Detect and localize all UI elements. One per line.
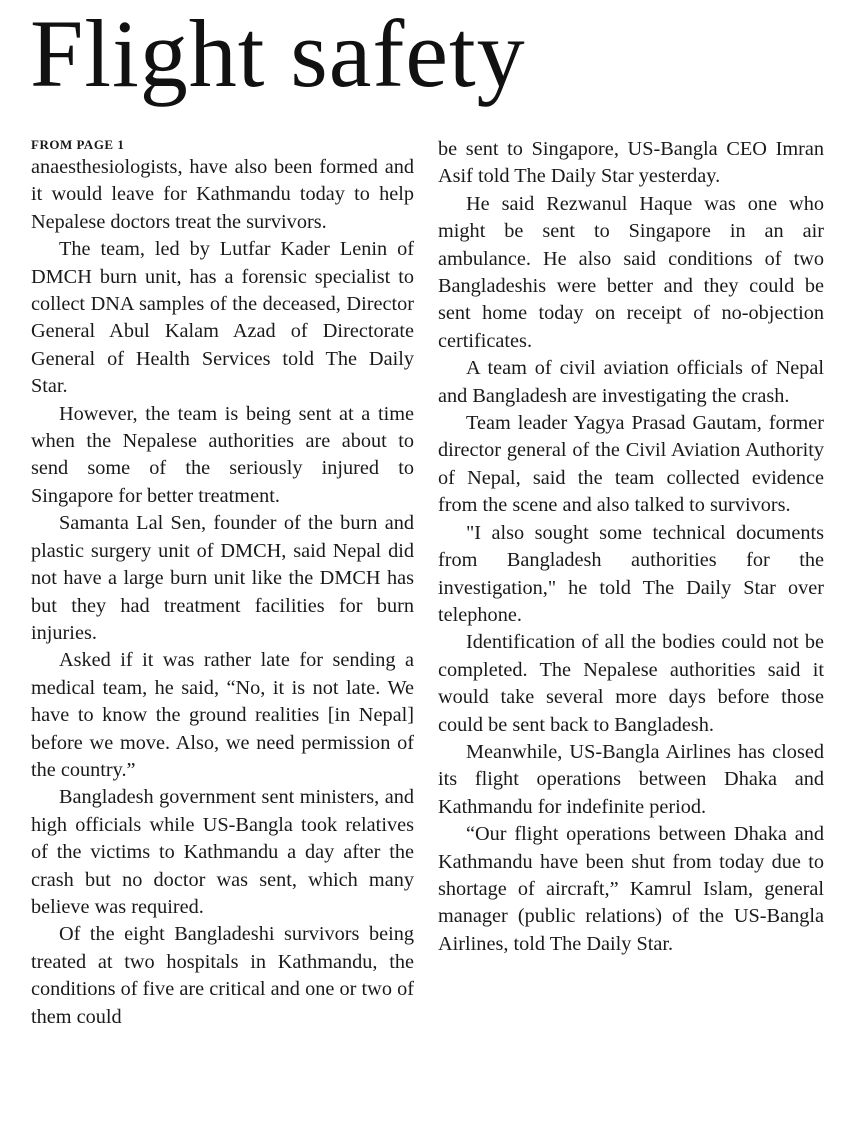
paragraph: Asked if it was rather late for sending a medical team, he said, “No, it is not late. We have to know the ground realities [in Nepal] before we move. Also, we need permission of the country.”	[31, 649, 414, 781]
paragraph: He said Rezwanul Haque was one who might be sent to Singapore in an air ambulance. He also said conditions of two Bangladeshis were better and they could be sent home today on receipt of no-objection certificates.	[438, 192, 824, 352]
paragraph: “Our flight operations between Dhaka and Kathmandu have been shut from today due to shortage of aircraft,” Kamrul Islam, general manager (public relations) of the US-Bangla Airlines, told The Daily Star.	[438, 823, 824, 955]
paragraph: anaesthesiologists, have also been formed and it would leave for Kathmandu today to help Nepalese doctors treat the survivors.	[31, 156, 414, 233]
headline: Flight safety	[30, 0, 526, 107]
paragraph: Identification of all the bodies could not be completed. The Nepalese authorities said it would take several more days before those could be sent back to Bangladesh.	[438, 631, 824, 736]
paragraph: be sent to Singapore, US-Bangla CEO Imran Asif told The Daily Star yesterday.	[438, 138, 824, 188]
paragraph: Of the eight Bangladeshi survivors being treated at two hospitals in Kathmandu, the conditions of five are critical and one or two of them could	[31, 923, 414, 1028]
paragraph: "I also sought some technical documents from Bangladesh authorities for the investigation," he told The Daily Star over telephone.	[438, 521, 824, 626]
paragraph: A team of civil aviation officials of Nepal and Bangladesh are investigating the crash.	[438, 357, 824, 407]
paragraph: Team leader Yagya Prasad Gautam, former director general of the Civil Aviation Authority of Nepal, said the team collected evidence from the scene and also talked to survivors.	[438, 412, 824, 517]
kicker-from-page: FROM PAGE 1	[31, 137, 125, 152]
paragraph: Meanwhile, US-Bangla Airlines has closed its flight operations between Dhaka and Kathmandu for indefinite period.	[438, 740, 824, 818]
paragraph: However, the team is being sent at a time when the Nepalese authorities are about to send some of the seriously injured to Singapore for better treatment.	[31, 402, 414, 507]
article-column-left	[31, 136, 414, 1031]
paragraph: The team, led by Lutfar Kader Lenin of DMCH burn unit, has a forensic specialist to collect DNA samples of the deceased, Director General Abul Kalam Azad of Directorate General of Health Services told The Daily Star.	[31, 238, 414, 398]
paragraph: Bangladesh government sent ministers, and high officials while US-Bangla took relatives of the victims to Kathmandu a day after the crash but no doctor was sent, which many believe was required.	[31, 786, 414, 918]
article-column-right	[438, 136, 824, 958]
paragraph: Samanta Lal Sen, founder of the burn and plastic surgery unit of DMCH, said Nepal did not have a large burn unit like the DMCH has but they had treatment facilities for burn injuries.	[31, 512, 414, 644]
